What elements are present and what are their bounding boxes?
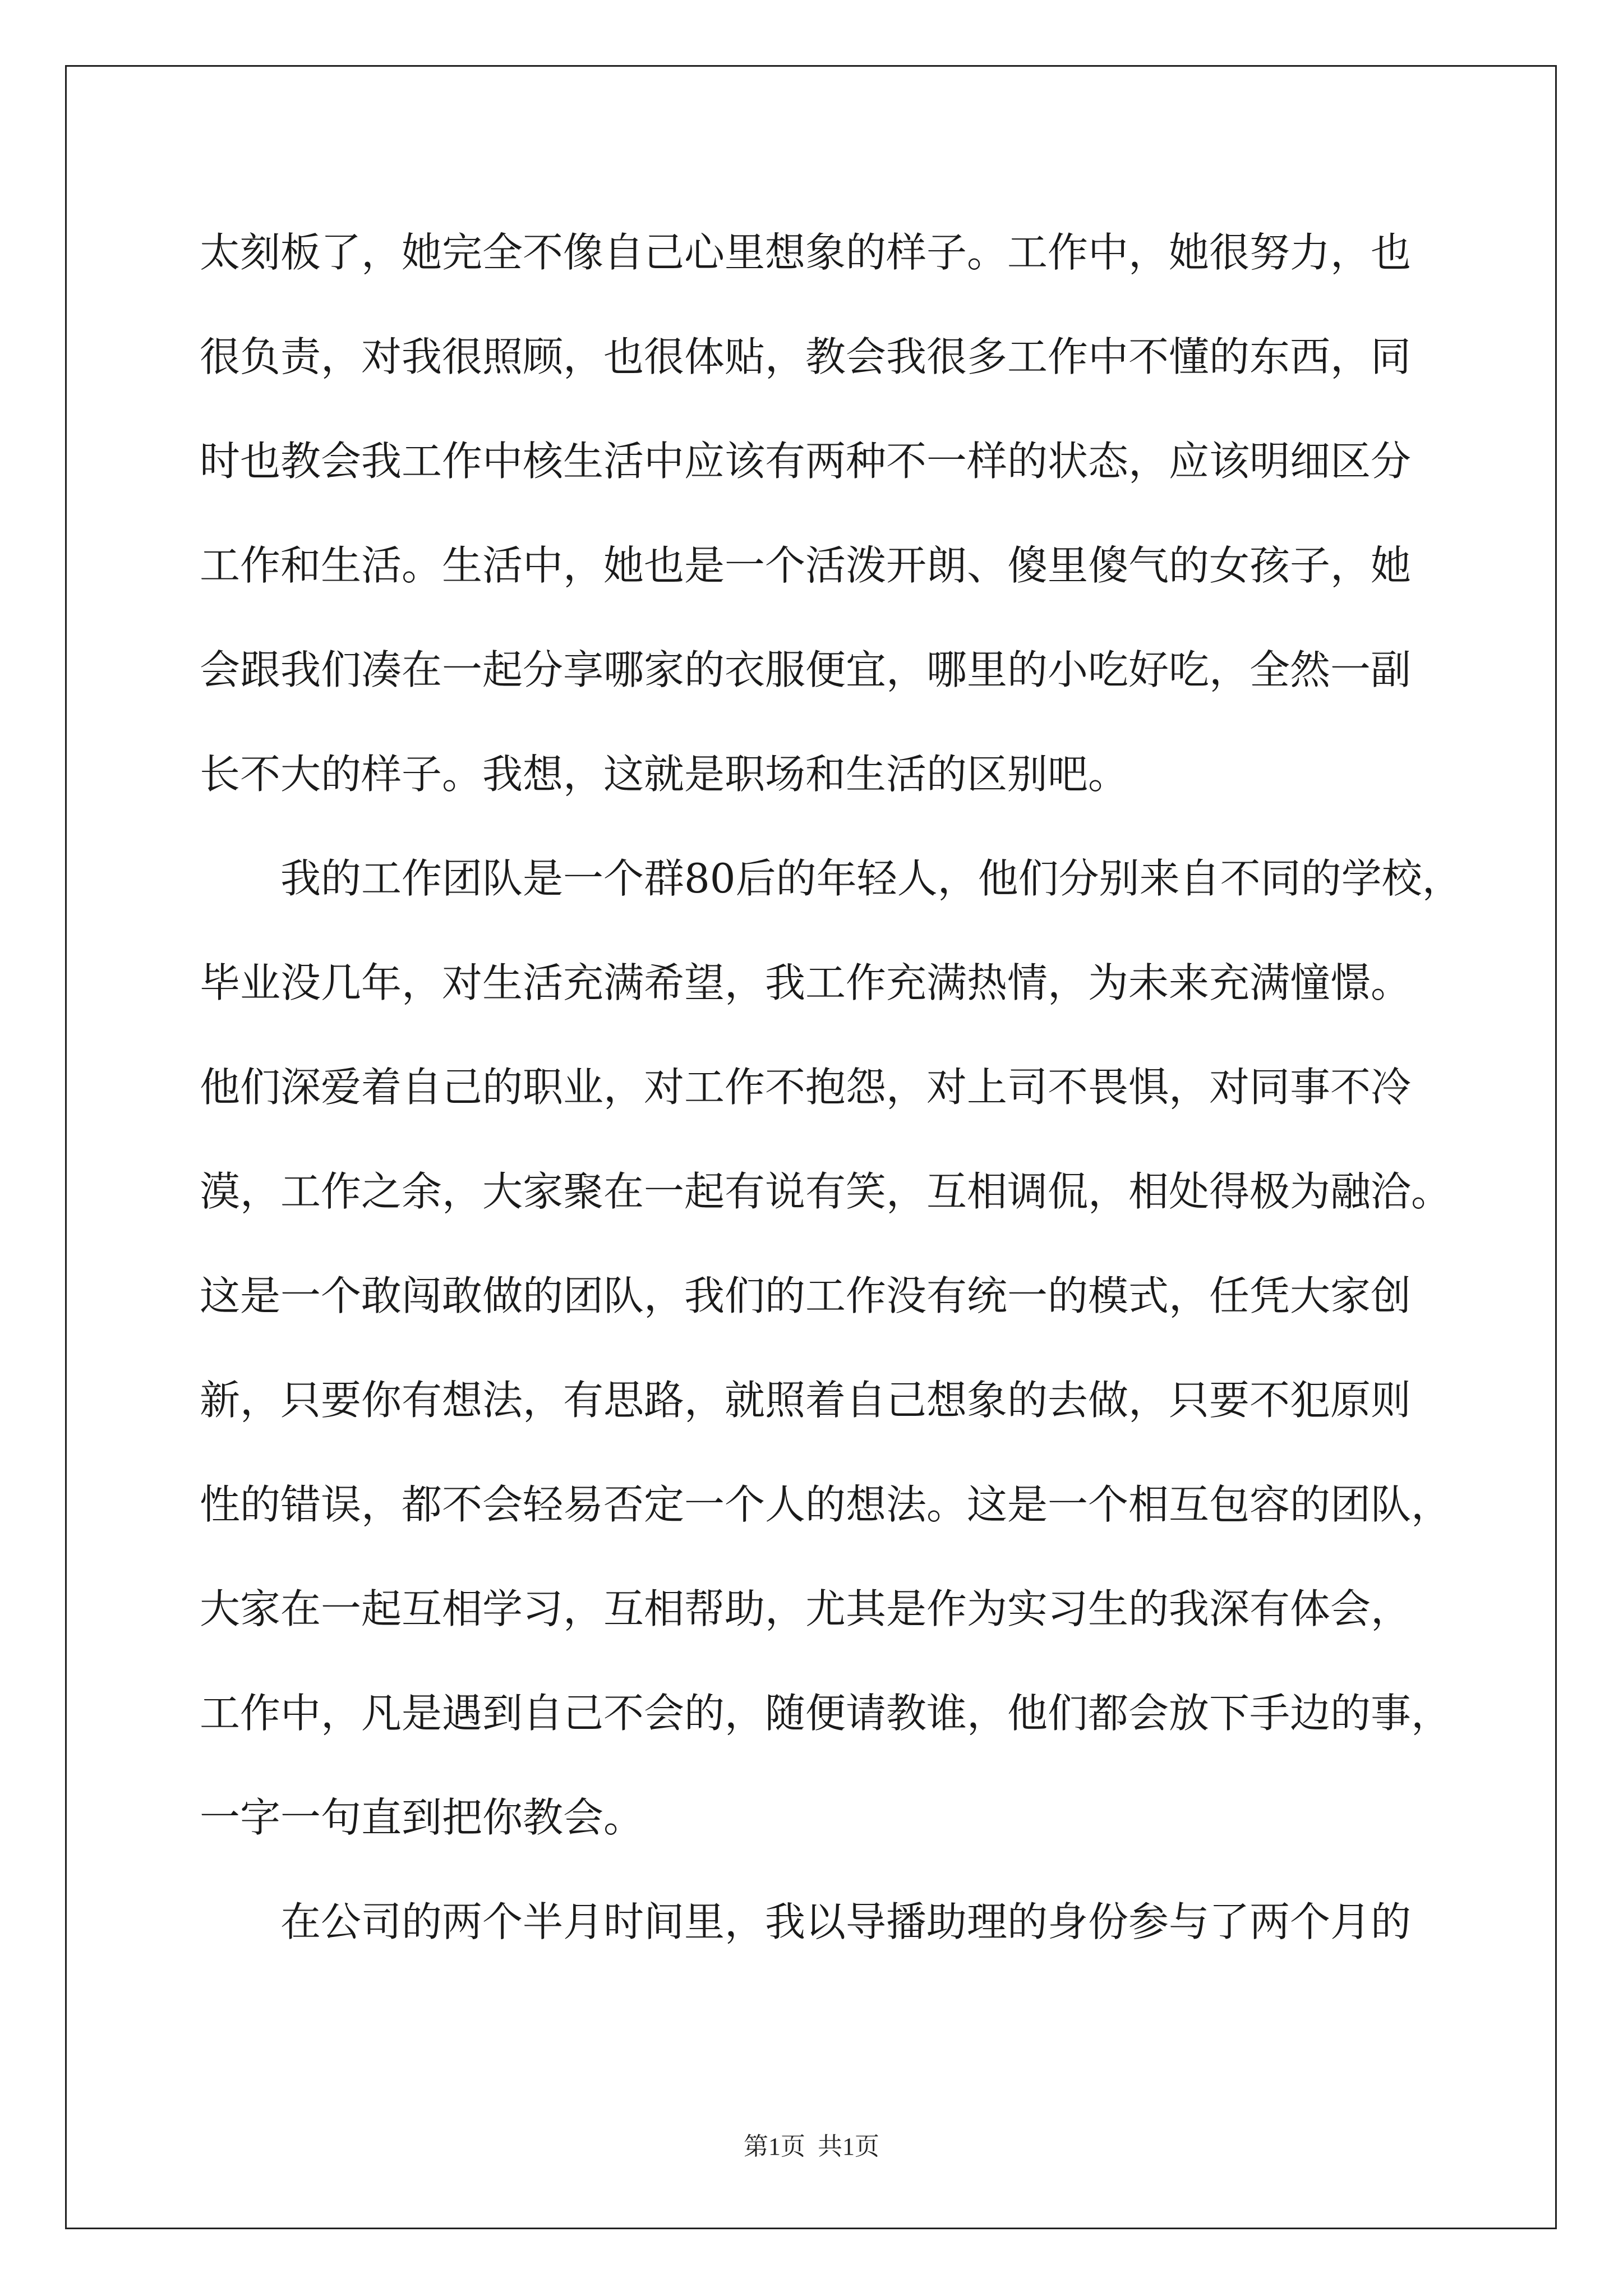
text-line: 时也教会我工作中核生活中应该有两种不一样的状态，应该明细区分	[200, 438, 1412, 485]
text-line: 大家在一起互相学习，互相帮助，尤其是作为实习生的我深有体会，	[200, 1585, 1412, 1632]
text-line: 工作中，凡是遇到自己不会的，随便请教谁，他们都会放下手边的事，	[200, 1690, 1452, 1737]
text-line: 漠，工作之余，大家聚在一起有说有笑，互相调侃，相处得极为融洽。	[200, 1168, 1452, 1215]
text-line: 这是一个敢闯敢做的团队，我们的工作没有统一的模式，任凭大家创	[200, 1272, 1412, 1319]
text-line: 会跟我们凑在一起分享哪家的衣服便宜，哪里的小吃好吃，全然一副	[200, 646, 1412, 693]
text-line: 新，只要你有想法，有思路，就照着自己想象的去做，只要不犯原则	[200, 1377, 1412, 1424]
page-number-footer: 第1页 共1页	[744, 2133, 879, 2160]
text-line: 一字一句直到把你教会。	[200, 1794, 644, 1841]
document-body	[200, 219, 1463, 1993]
text-line: 长不大的样子。我想，这就是职场和生活的区别吧。	[200, 751, 1129, 798]
text-line: 性的错误，都不会轻易否定一个人的想法。这是一个相互包容的团队，	[200, 1481, 1452, 1528]
paragraph-first-line: 我的工作团队是一个群80后的年轻人，他们分别来自不同的学校，	[280, 855, 1463, 902]
paragraph-first-line: 在公司的两个半月时间里，我以导播助理的身份参与了两个月的	[280, 1898, 1412, 1945]
text-line: 工作和生活。生活中，她也是一个活泼开朗、傻里傻气的女孩子，她	[200, 542, 1412, 589]
text-line: 毕业没几年，对生活充满希望，我工作充满热情，为未来充满憧憬。	[200, 959, 1412, 1006]
text-line: 太刻板了，她完全不像自己心里想象的样子。工作中，她很努力，也	[200, 229, 1412, 276]
text-line: 他们深爱着自己的职业，对工作不抱怨，对上司不畏惧，对同事不冷	[200, 1064, 1412, 1111]
text-line: 很负责，对我很照顾，也很体贴，教会我很多工作中不懂的东西，同	[200, 333, 1412, 380]
